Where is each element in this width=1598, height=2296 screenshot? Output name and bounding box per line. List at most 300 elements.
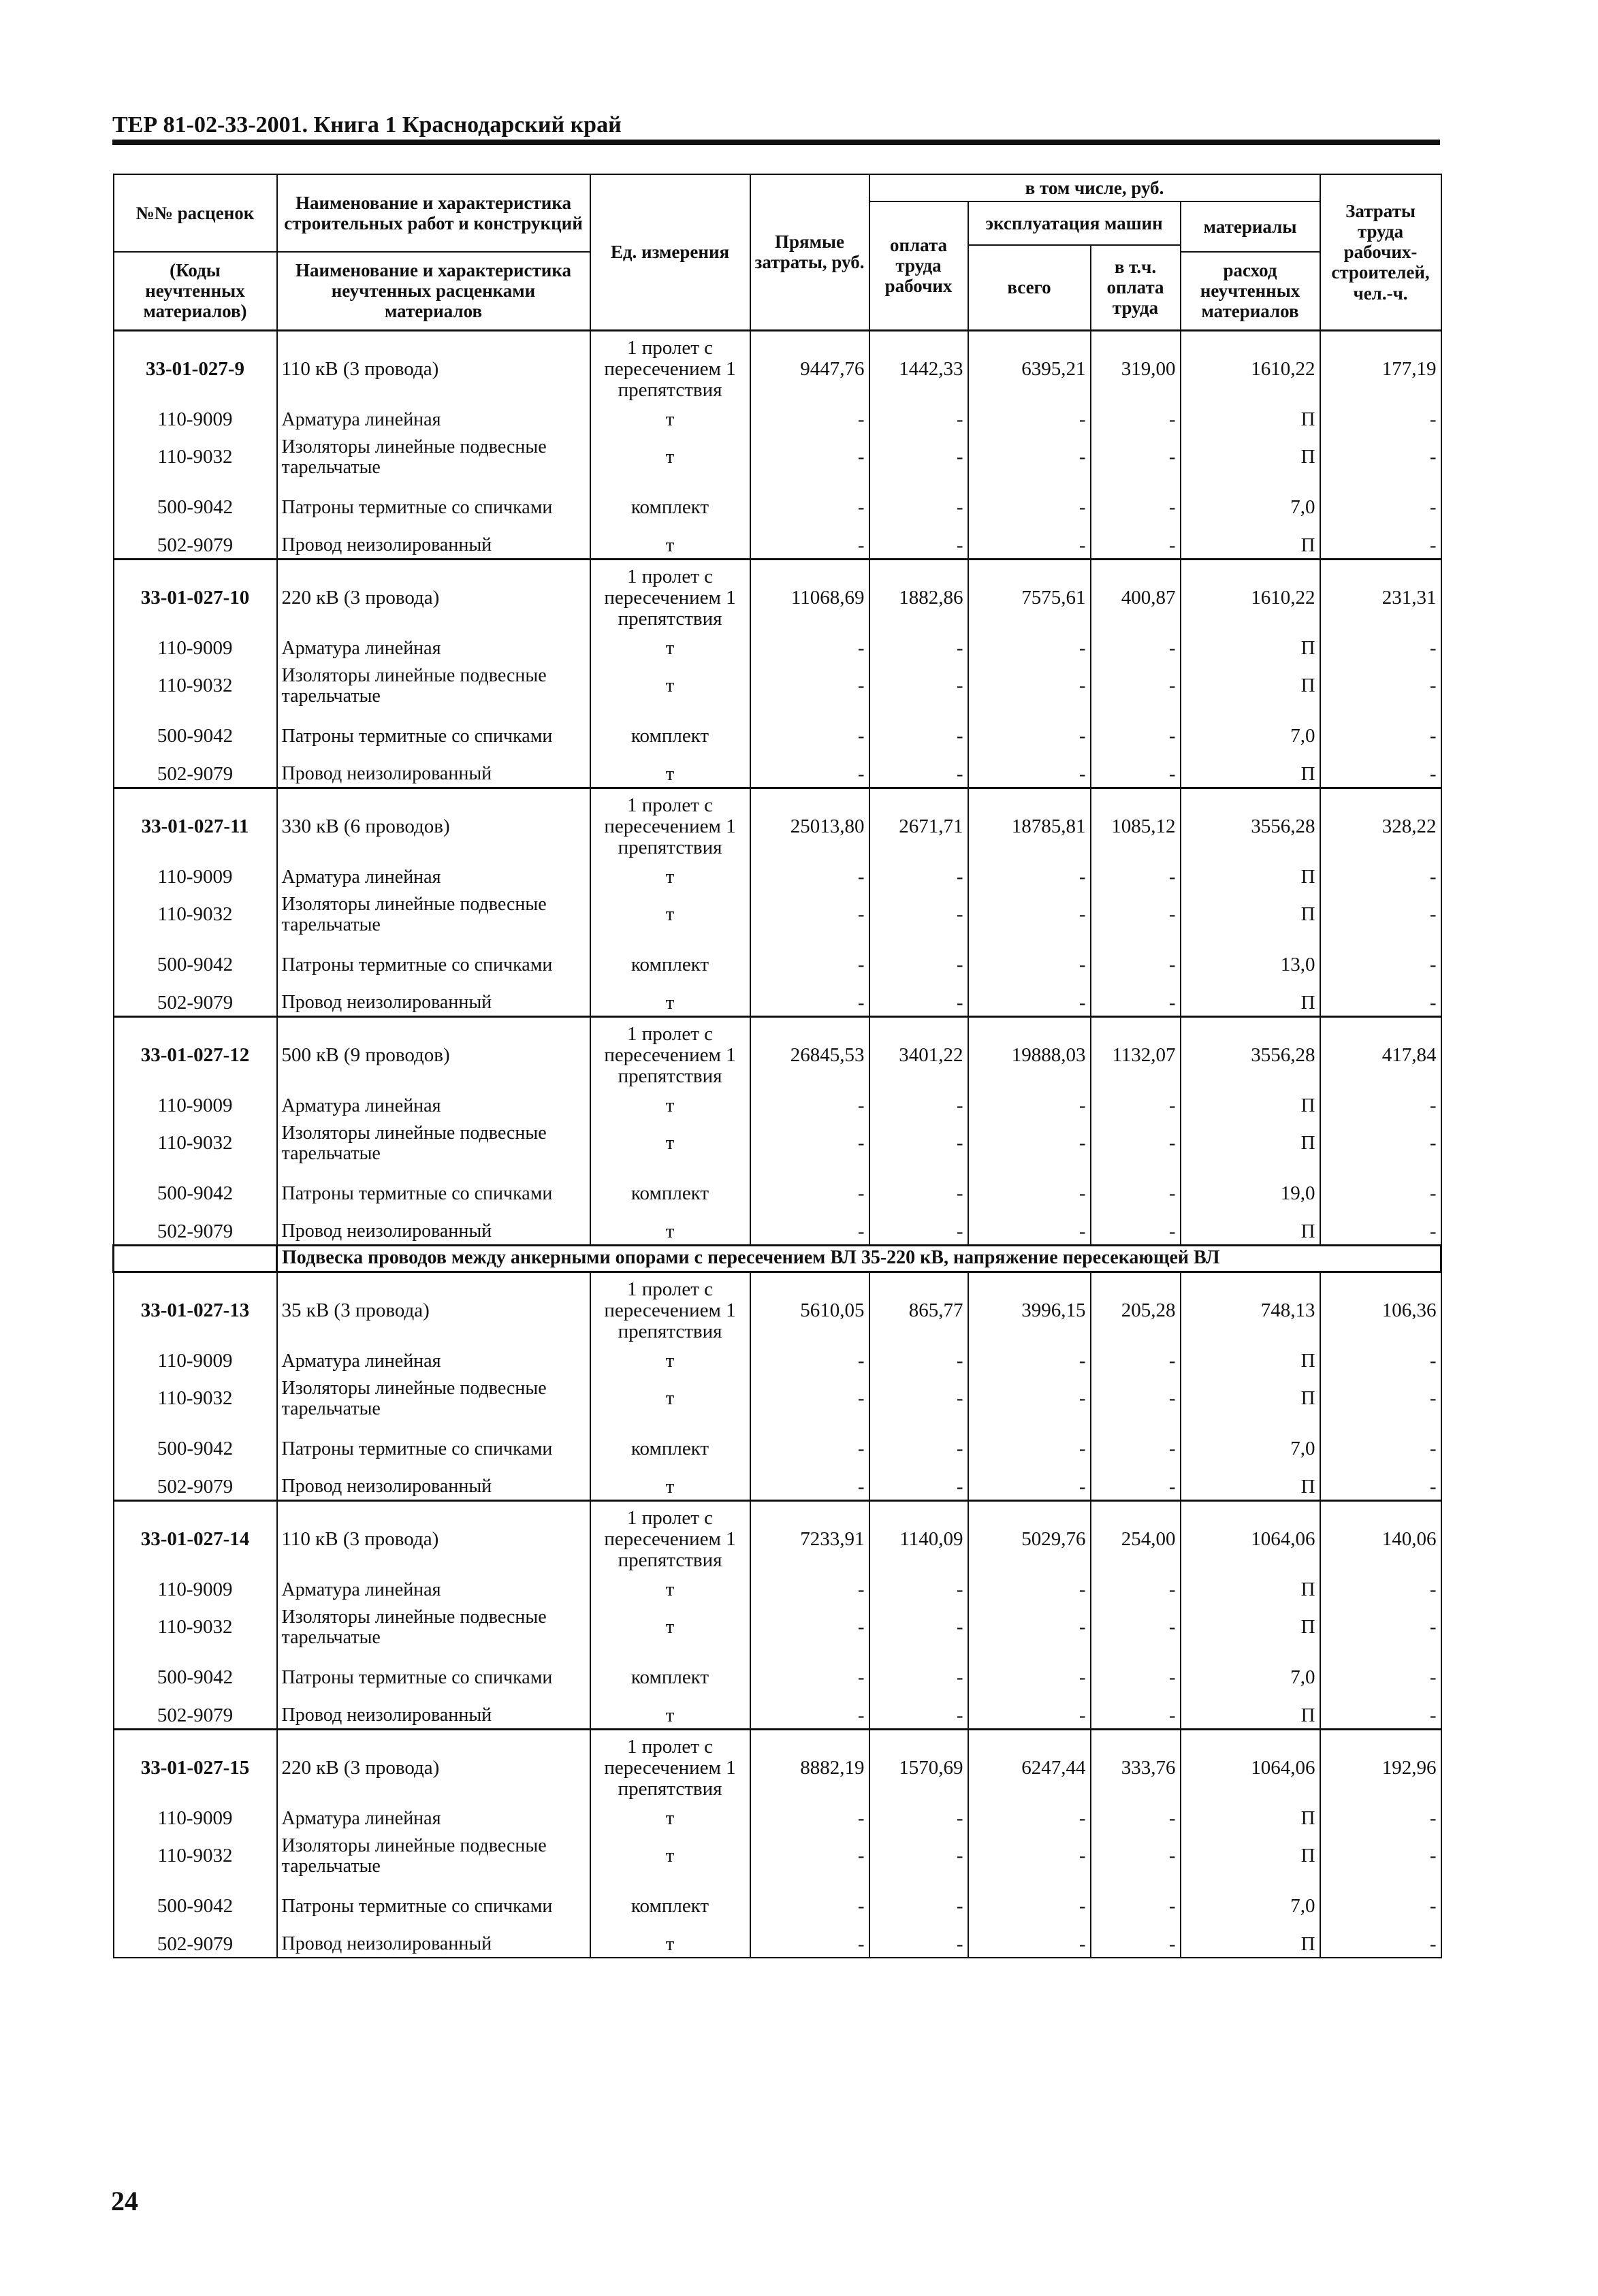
dash: -	[750, 1094, 869, 1118]
material-quantity: П	[1181, 1602, 1320, 1653]
material-code: 110-9009	[114, 1349, 277, 1374]
dash: -	[869, 1831, 968, 1881]
dash: -	[1091, 408, 1181, 432]
material-quantity: П	[1181, 408, 1320, 432]
dash: -	[1091, 483, 1181, 533]
material-name: Изоляторы линейные подвесные тарельчатые	[277, 1118, 590, 1169]
dash: -	[968, 1807, 1091, 1831]
rate-name: 110 кВ (3 провода)	[277, 1500, 590, 1578]
dash: -	[869, 533, 968, 559]
material-quantity: 7,0	[1181, 1653, 1320, 1703]
rate-labor-pay: 1570,69	[869, 1729, 968, 1807]
rate-labor-pay: 3401,22	[869, 1016, 968, 1094]
dash: -	[750, 1374, 869, 1424]
rate-name: 35 кВ (3 провода)	[277, 1272, 590, 1349]
header-machines-total: всего	[968, 245, 1091, 330]
rate-code: 33-01-027-11	[114, 788, 277, 865]
dash: -	[1320, 1094, 1441, 1118]
dash: -	[750, 408, 869, 432]
rate-name: 220 кВ (3 провода)	[277, 1729, 590, 1807]
dash: -	[750, 1703, 869, 1729]
material-unit: т	[590, 1374, 750, 1424]
page-number: 24	[111, 2186, 138, 2216]
rate-materials: 3556,28	[1181, 1016, 1320, 1094]
dash: -	[750, 1831, 869, 1881]
material-unit: т	[590, 1118, 750, 1169]
material-unit: т	[590, 990, 750, 1016]
material-quantity: П	[1181, 865, 1320, 890]
dash: -	[1320, 661, 1441, 711]
dash: -	[1091, 1653, 1181, 1703]
dash: -	[750, 1118, 869, 1169]
dash: -	[1091, 940, 1181, 990]
dash: -	[750, 990, 869, 1016]
rate-unit: 1 пролет с пересечением 1 препятствия	[590, 1729, 750, 1807]
dash: -	[1091, 1349, 1181, 1374]
dash: -	[968, 1831, 1091, 1881]
material-quantity: П	[1181, 1349, 1320, 1374]
dash: -	[968, 661, 1091, 711]
dash: -	[1091, 990, 1181, 1016]
rate-labor-pay: 2671,71	[869, 788, 968, 865]
dash: -	[869, 711, 968, 762]
dash: -	[1091, 1602, 1181, 1653]
dash: -	[1320, 711, 1441, 762]
material-code: 110-9032	[114, 890, 277, 940]
rate-machines: 6395,21	[968, 330, 1091, 408]
material-quantity: П	[1181, 1474, 1320, 1500]
dash: -	[1091, 1881, 1181, 1932]
material-unit: комплект	[590, 1653, 750, 1703]
material-name: Изоляторы линейные подвесные тарельчатые	[277, 1374, 590, 1424]
dash: -	[869, 940, 968, 990]
dash: -	[1320, 1602, 1441, 1653]
dash: -	[968, 1424, 1091, 1474]
rate-machines: 5029,76	[968, 1500, 1091, 1578]
dash: -	[750, 890, 869, 940]
rate-machines-pay: 254,00	[1091, 1500, 1181, 1578]
material-unit: т	[590, 1578, 750, 1602]
material-code: 500-9042	[114, 1881, 277, 1932]
header-materials: материалы	[1181, 201, 1320, 252]
material-unit: т	[590, 890, 750, 940]
header-code-top: №№ расценок	[114, 174, 277, 252]
dash: -	[1320, 1169, 1441, 1219]
rate-machines-pay: 333,76	[1091, 1729, 1181, 1807]
rate-direct: 7233,91	[750, 1500, 869, 1578]
section-spacer	[114, 1245, 277, 1272]
material-unit: т	[590, 636, 750, 661]
material-unit: комплект	[590, 1424, 750, 1474]
dash: -	[1091, 1578, 1181, 1602]
dash: -	[968, 1118, 1091, 1169]
dash: -	[1091, 533, 1181, 559]
dash: -	[869, 408, 968, 432]
header-machines: эксплуатация машин	[968, 201, 1181, 245]
material-quantity: П	[1181, 661, 1320, 711]
dash: -	[869, 1118, 968, 1169]
material-quantity: П	[1181, 1578, 1320, 1602]
dash: -	[750, 1474, 869, 1500]
dash: -	[1320, 1424, 1441, 1474]
dash: -	[1091, 636, 1181, 661]
dash: -	[869, 990, 968, 1016]
material-name: Патроны термитные со спичками	[277, 1653, 590, 1703]
material-unit: комплект	[590, 1881, 750, 1932]
rate-machines-pay: 205,28	[1091, 1272, 1181, 1349]
material-code: 110-9009	[114, 1807, 277, 1831]
rate-labor-cost: 106,36	[1320, 1272, 1441, 1349]
rate-direct: 26845,53	[750, 1016, 869, 1094]
rate-machines-pay: 1085,12	[1091, 788, 1181, 865]
material-unit: т	[590, 1474, 750, 1500]
dash: -	[1320, 1219, 1441, 1245]
rate-name: 110 кВ (3 провода)	[277, 330, 590, 408]
dash: -	[869, 1219, 968, 1245]
dash: -	[869, 661, 968, 711]
rate-unit: 1 пролет с пересечением 1 препятствия	[590, 1016, 750, 1094]
dash: -	[1091, 1169, 1181, 1219]
dash: -	[1091, 1424, 1181, 1474]
dash: -	[968, 432, 1091, 483]
material-unit: т	[590, 1807, 750, 1831]
rate-machines: 6247,44	[968, 1729, 1091, 1807]
dash: -	[1091, 762, 1181, 788]
material-code: 110-9032	[114, 1831, 277, 1881]
dash: -	[869, 1807, 968, 1831]
material-name: Изоляторы линейные подвесные тарельчатые	[277, 1602, 590, 1653]
dash: -	[1091, 1932, 1181, 1958]
dash: -	[968, 1349, 1091, 1374]
material-quantity: 19,0	[1181, 1169, 1320, 1219]
dash: -	[750, 1424, 869, 1474]
material-code: 110-9009	[114, 865, 277, 890]
material-code: 500-9042	[114, 483, 277, 533]
material-quantity: 7,0	[1181, 1881, 1320, 1932]
rate-unit: 1 пролет с пересечением 1 препятствия	[590, 1272, 750, 1349]
dash: -	[1320, 1703, 1441, 1729]
material-name: Изоляторы линейные подвесные тарельчатые	[277, 1831, 590, 1881]
material-code: 502-9079	[114, 1219, 277, 1245]
material-code: 110-9032	[114, 432, 277, 483]
material-name: Арматура линейная	[277, 1349, 590, 1374]
material-name: Изоляторы линейные подвесные тарельчатые	[277, 432, 590, 483]
header-including: в том числе, руб.	[869, 174, 1320, 201]
material-code: 110-9032	[114, 1374, 277, 1424]
dash: -	[968, 636, 1091, 661]
dash: -	[869, 1374, 968, 1424]
dash: -	[750, 1881, 869, 1932]
material-code: 500-9042	[114, 1653, 277, 1703]
material-quantity: П	[1181, 636, 1320, 661]
header-direct-costs: Прямые затраты, руб.	[750, 174, 869, 330]
dash: -	[869, 890, 968, 940]
dash: -	[750, 711, 869, 762]
material-quantity: П	[1181, 432, 1320, 483]
dash: -	[750, 762, 869, 788]
dash: -	[869, 865, 968, 890]
dash: -	[968, 990, 1091, 1016]
header-labor-pay: оплата труда рабочих	[869, 201, 968, 330]
dash: -	[869, 432, 968, 483]
material-unit: т	[590, 408, 750, 432]
dash: -	[1091, 661, 1181, 711]
dash: -	[1320, 1349, 1441, 1374]
rate-unit: 1 пролет с пересечением 1 препятствия	[590, 788, 750, 865]
material-name: Патроны термитные со спичками	[277, 1881, 590, 1932]
dash: -	[1091, 890, 1181, 940]
rate-unit: 1 пролет с пересечением 1 препятствия	[590, 330, 750, 408]
dash: -	[1091, 432, 1181, 483]
material-unit: т	[590, 865, 750, 890]
dash: -	[968, 1932, 1091, 1958]
rate-code: 33-01-027-12	[114, 1016, 277, 1094]
dash: -	[968, 1578, 1091, 1602]
rate-name: 330 кВ (6 проводов)	[277, 788, 590, 865]
rate-labor-cost: 417,84	[1320, 1016, 1441, 1094]
material-unit: т	[590, 1602, 750, 1653]
material-unit: т	[590, 1219, 750, 1245]
material-unit: т	[590, 533, 750, 559]
material-code: 502-9079	[114, 1474, 277, 1500]
material-code: 500-9042	[114, 711, 277, 762]
material-name: Провод неизолированный	[277, 1932, 590, 1958]
dash: -	[1091, 865, 1181, 890]
rate-materials: 1610,22	[1181, 559, 1320, 636]
material-quantity: 7,0	[1181, 483, 1320, 533]
rate-labor-pay: 1140,09	[869, 1500, 968, 1578]
rate-labor-cost: 231,31	[1320, 559, 1441, 636]
material-quantity: П	[1181, 1703, 1320, 1729]
dash: -	[968, 1881, 1091, 1932]
material-quantity: П	[1181, 1831, 1320, 1881]
rate-code: 33-01-027-15	[114, 1729, 277, 1807]
dash: -	[1320, 408, 1441, 432]
material-code: 500-9042	[114, 940, 277, 990]
rate-direct: 5610,05	[750, 1272, 869, 1349]
dash: -	[869, 1474, 968, 1500]
material-name: Провод неизолированный	[277, 1703, 590, 1729]
dash: -	[1320, 1578, 1441, 1602]
material-quantity: П	[1181, 762, 1320, 788]
rate-machines: 18785,81	[968, 788, 1091, 865]
dash: -	[1320, 533, 1441, 559]
dash: -	[968, 1602, 1091, 1653]
header-code-bottom: (Коды неучтенных материалов)	[114, 252, 277, 330]
rate-code: 33-01-027-10	[114, 559, 277, 636]
material-name: Арматура линейная	[277, 636, 590, 661]
dash: -	[1320, 865, 1441, 890]
dash: -	[750, 432, 869, 483]
material-code: 502-9079	[114, 762, 277, 788]
material-unit: т	[590, 661, 750, 711]
dash: -	[869, 636, 968, 661]
material-name: Арматура линейная	[277, 1807, 590, 1831]
dash: -	[750, 533, 869, 559]
dash: -	[750, 636, 869, 661]
dash: -	[1091, 1118, 1181, 1169]
dash: -	[869, 1932, 968, 1958]
rate-name: 220 кВ (3 провода)	[277, 559, 590, 636]
dash: -	[750, 483, 869, 533]
rate-direct: 8882,19	[750, 1729, 869, 1807]
dash: -	[869, 1881, 968, 1932]
dash: -	[1320, 1807, 1441, 1831]
rate-code: 33-01-027-13	[114, 1272, 277, 1349]
material-name: Изоляторы линейные подвесные тарельчатые	[277, 661, 590, 711]
rate-labor-cost: 177,19	[1320, 330, 1441, 408]
dash: -	[869, 1169, 968, 1219]
header-labor-cost: Затраты труда рабочих-строителей, чел.-ч.	[1320, 174, 1441, 330]
material-name: Провод неизолированный	[277, 533, 590, 559]
rate-machines: 7575,61	[968, 559, 1091, 636]
material-code: 502-9079	[114, 1703, 277, 1729]
dash: -	[1091, 1219, 1181, 1245]
material-quantity: П	[1181, 890, 1320, 940]
material-code: 110-9032	[114, 1118, 277, 1169]
material-name: Провод неизолированный	[277, 1474, 590, 1500]
rate-materials: 1064,06	[1181, 1500, 1320, 1578]
rate-name: 500 кВ (9 проводов)	[277, 1016, 590, 1094]
material-unit: т	[590, 1932, 750, 1958]
dash: -	[1320, 940, 1441, 990]
dash: -	[1091, 1474, 1181, 1500]
dash: -	[750, 1932, 869, 1958]
dash: -	[869, 483, 968, 533]
dash: -	[1320, 1474, 1441, 1500]
material-unit: комплект	[590, 940, 750, 990]
material-code: 110-9009	[114, 636, 277, 661]
header-materials-sub: расход неучтенных материалов	[1181, 252, 1320, 330]
dash: -	[869, 762, 968, 788]
material-name: Патроны термитные со спичками	[277, 940, 590, 990]
material-name: Провод неизолированный	[277, 990, 590, 1016]
dash: -	[1320, 890, 1441, 940]
material-quantity: П	[1181, 533, 1320, 559]
dash: -	[968, 1474, 1091, 1500]
material-name: Провод неизолированный	[277, 762, 590, 788]
dash: -	[1091, 1374, 1181, 1424]
rate-materials: 1064,06	[1181, 1729, 1320, 1807]
dash: -	[968, 533, 1091, 559]
dash: -	[869, 1703, 968, 1729]
material-code: 110-9032	[114, 1602, 277, 1653]
rate-direct: 25013,80	[750, 788, 869, 865]
dash: -	[1320, 432, 1441, 483]
material-quantity: П	[1181, 1807, 1320, 1831]
dash: -	[1320, 762, 1441, 788]
material-unit: т	[590, 432, 750, 483]
dash: -	[750, 1349, 869, 1374]
rate-labor-pay: 1442,33	[869, 330, 968, 408]
material-unit: т	[590, 1349, 750, 1374]
rate-code: 33-01-027-14	[114, 1500, 277, 1578]
material-quantity: 13,0	[1181, 940, 1320, 990]
material-name: Арматура линейная	[277, 1578, 590, 1602]
dash: -	[968, 865, 1091, 890]
dash: -	[1320, 990, 1441, 1016]
dash: -	[1091, 1094, 1181, 1118]
rate-labor-pay: 865,77	[869, 1272, 968, 1349]
material-name: Патроны термитные со спичками	[277, 711, 590, 762]
rate-unit: 1 пролет с пересечением 1 препятствия	[590, 559, 750, 636]
material-quantity: П	[1181, 1118, 1320, 1169]
material-name: Арматура линейная	[277, 408, 590, 432]
rate-machines-pay: 400,87	[1091, 559, 1181, 636]
material-unit: т	[590, 762, 750, 788]
dash: -	[968, 1374, 1091, 1424]
rate-labor-cost: 328,22	[1320, 788, 1441, 865]
material-name: Провод неизолированный	[277, 1219, 590, 1245]
material-unit: т	[590, 1703, 750, 1729]
material-quantity: П	[1181, 990, 1320, 1016]
material-code: 110-9009	[114, 1578, 277, 1602]
dash: -	[750, 865, 869, 890]
rate-machines-pay: 319,00	[1091, 330, 1181, 408]
dash: -	[869, 1578, 968, 1602]
rate-direct: 9447,76	[750, 330, 869, 408]
material-quantity: 7,0	[1181, 711, 1320, 762]
section-heading: Подвеска проводов между анкерными опорами с пересечением ВЛ 35-220 кВ, напряжение пересекающей ВЛ	[277, 1245, 1441, 1272]
dash: -	[750, 1219, 869, 1245]
rate-unit: 1 пролет с пересечением 1 препятствия	[590, 1500, 750, 1578]
dash: -	[968, 483, 1091, 533]
dash: -	[750, 1807, 869, 1831]
rate-materials: 1610,22	[1181, 330, 1320, 408]
material-name: Изоляторы линейные подвесные тарельчатые	[277, 890, 590, 940]
dash: -	[1091, 1807, 1181, 1831]
dash: -	[968, 1169, 1091, 1219]
material-code: 110-9009	[114, 408, 277, 432]
material-unit: т	[590, 1831, 750, 1881]
material-code: 110-9032	[114, 661, 277, 711]
dash: -	[1320, 1653, 1441, 1703]
material-name: Патроны термитные со спичками	[277, 483, 590, 533]
rate-labor-cost: 192,96	[1320, 1729, 1441, 1807]
dash: -	[869, 1653, 968, 1703]
dash: -	[1320, 1932, 1441, 1958]
material-unit: комплект	[590, 1169, 750, 1219]
dash: -	[968, 1653, 1091, 1703]
dash: -	[750, 1602, 869, 1653]
dash: -	[1091, 1703, 1181, 1729]
dash: -	[750, 1169, 869, 1219]
material-name: Арматура линейная	[277, 1094, 590, 1118]
material-name: Патроны термитные со спичками	[277, 1424, 590, 1474]
material-code: 110-9009	[114, 1094, 277, 1118]
material-unit: комплект	[590, 483, 750, 533]
material-quantity: П	[1181, 1219, 1320, 1245]
dash: -	[750, 661, 869, 711]
dash: -	[1320, 1831, 1441, 1881]
header-machines-pay: в т.ч. оплата труда	[1091, 245, 1181, 330]
dash: -	[1091, 711, 1181, 762]
rate-labor-cost: 140,06	[1320, 1500, 1441, 1578]
material-code: 502-9079	[114, 1932, 277, 1958]
rate-materials: 3556,28	[1181, 788, 1320, 865]
dash: -	[968, 1703, 1091, 1729]
dash: -	[869, 1094, 968, 1118]
rate-labor-pay: 1882,86	[869, 559, 968, 636]
page-header: ТЕР 81-02-33-2001. Книга 1 Краснодарский край	[112, 112, 622, 138]
dash: -	[750, 1653, 869, 1703]
header-name-top: Наименование и характеристика строительных работ и конструкций	[277, 174, 590, 252]
material-quantity: П	[1181, 1094, 1320, 1118]
material-unit: комплект	[590, 711, 750, 762]
dash: -	[1320, 1881, 1441, 1932]
dash: -	[968, 940, 1091, 990]
header-rule	[112, 140, 1440, 145]
